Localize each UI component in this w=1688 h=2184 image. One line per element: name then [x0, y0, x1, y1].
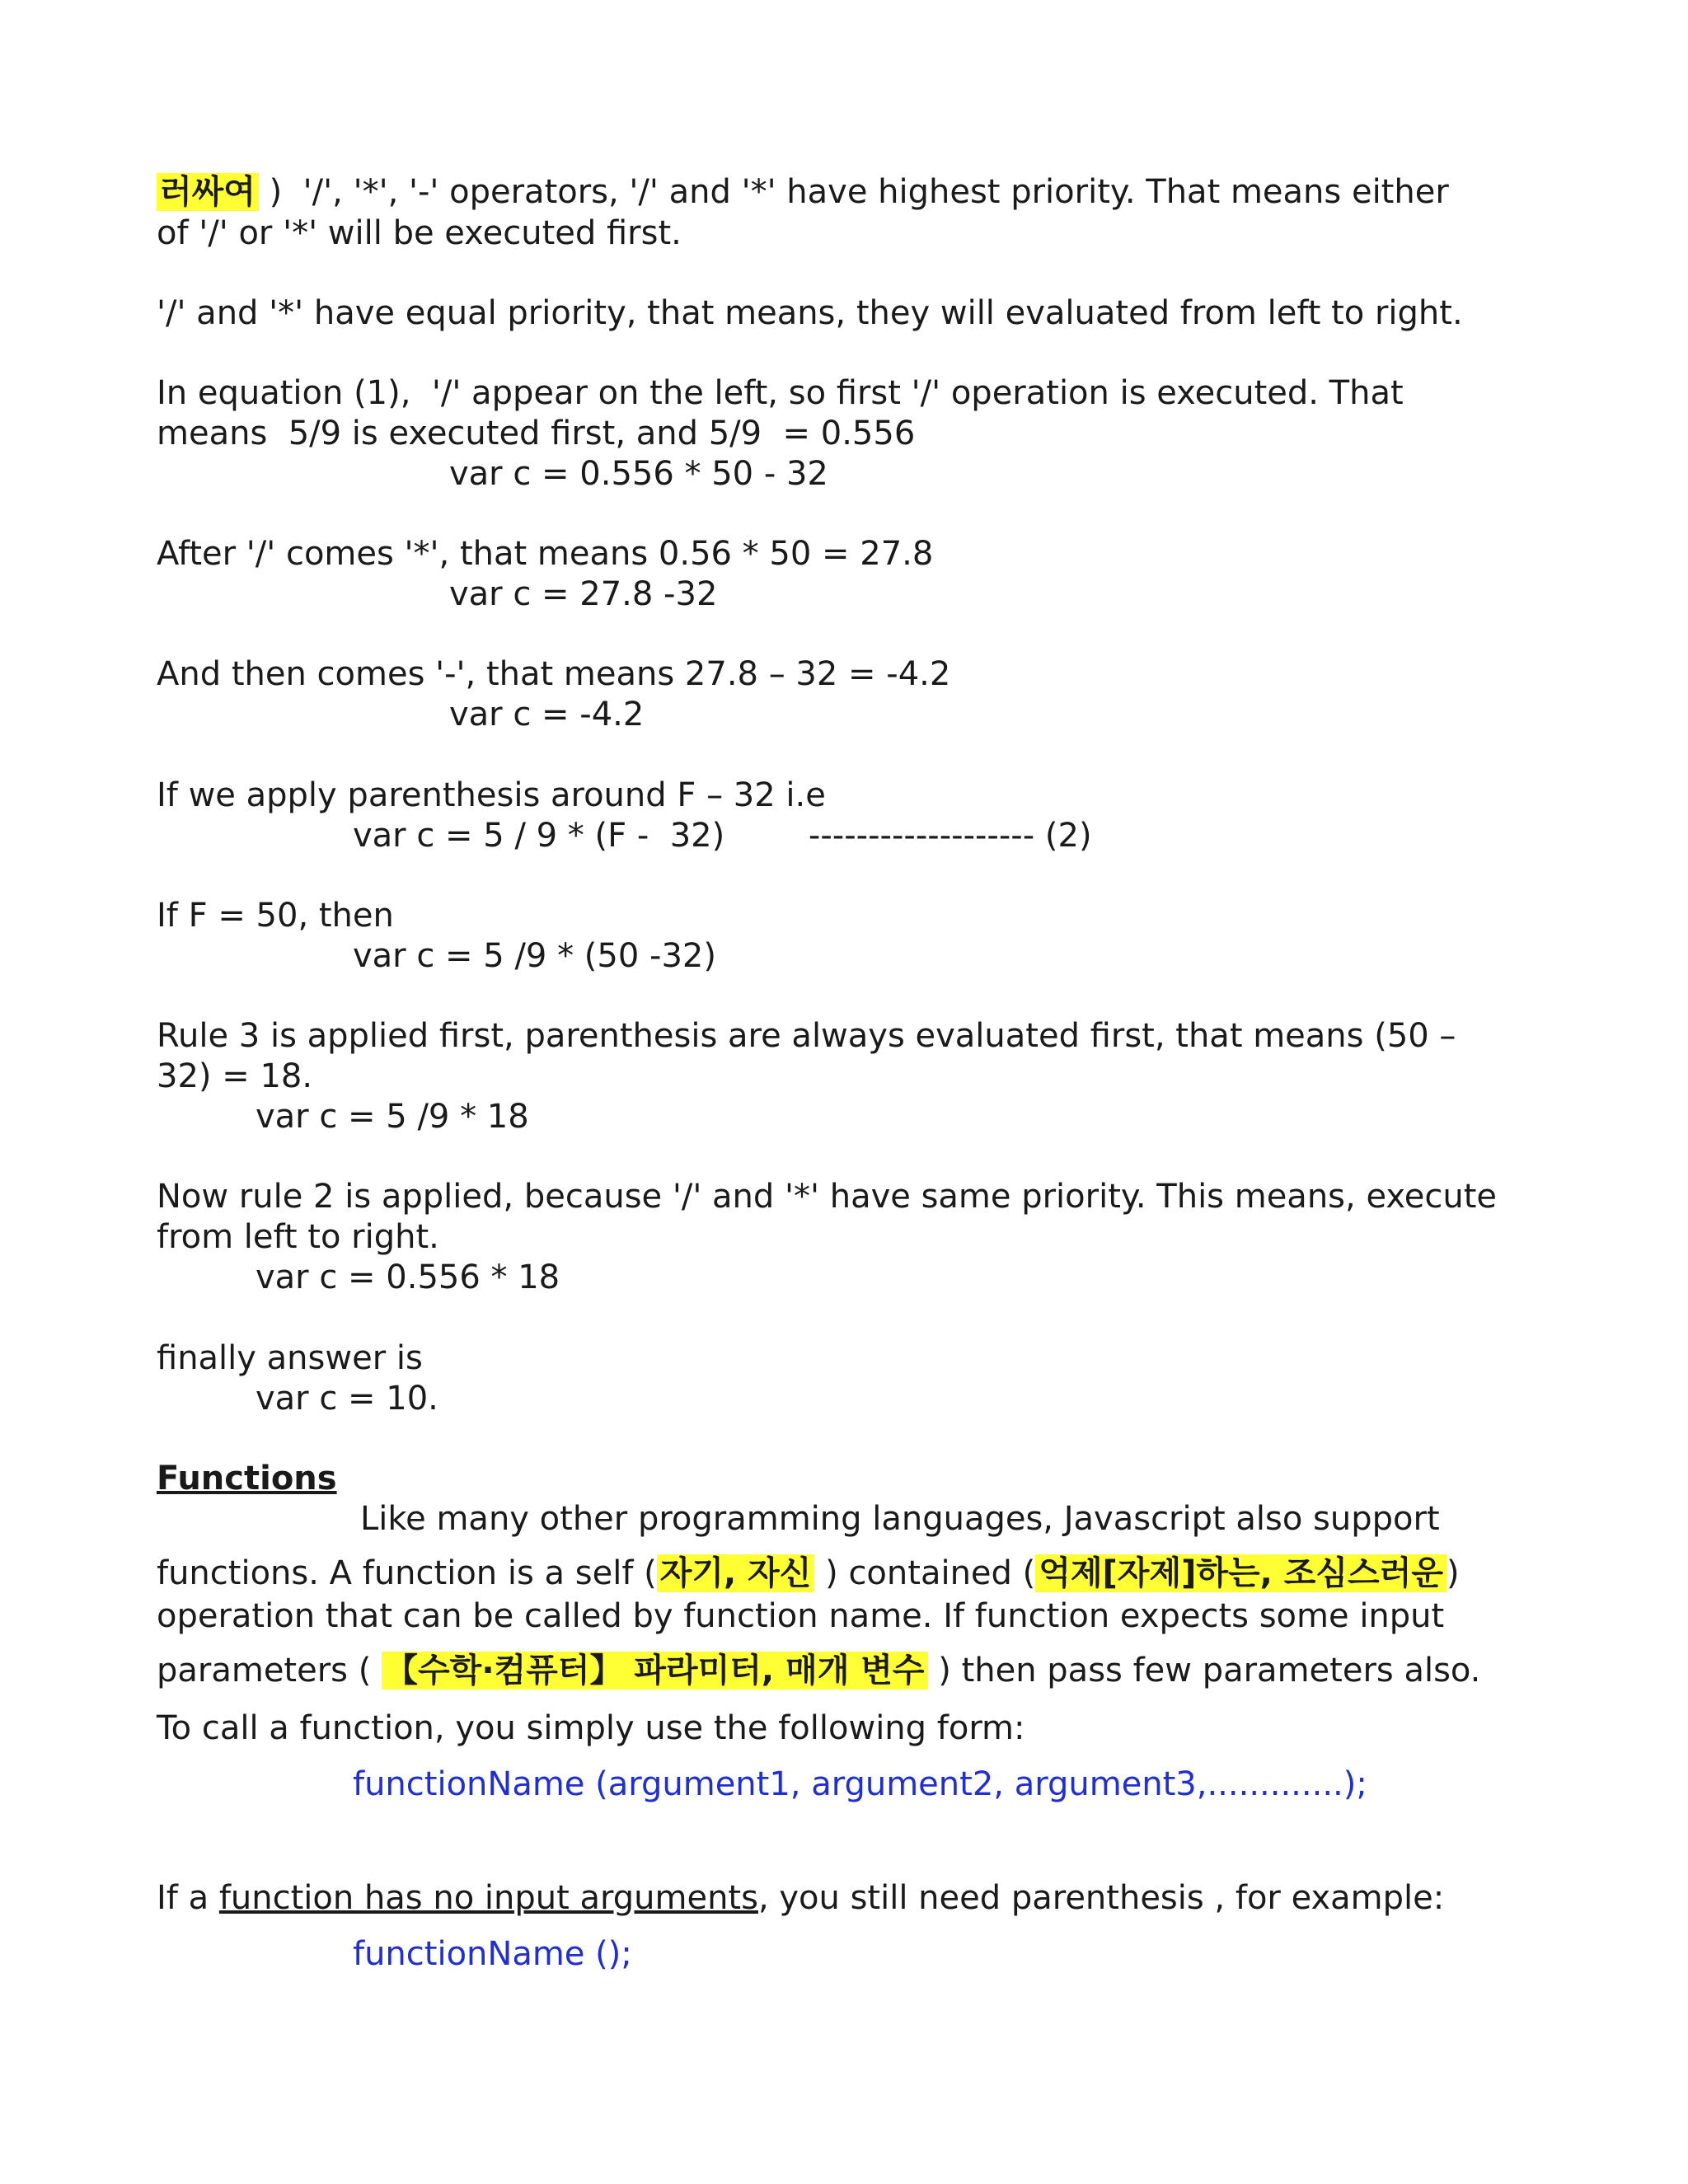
korean-highlight: 【수학·컴퓨터】 파라미터, 매개 변수	[382, 1652, 928, 1690]
paragraph-parenthesis: If we apply parenthesis around F – 32 i.e	[157, 776, 826, 814]
korean-highlight: 러싸여	[157, 173, 259, 211]
code-line-equation2: var c = 5 / 9 * (F - 32) ------------------- (2)	[353, 817, 1092, 855]
code-line: var c = 10.	[256, 1380, 438, 1418]
paragraph-operators-line1: 러싸여 ) '/', '*', '-' operators, '/' and '*' have highest priority. That means either	[157, 171, 1449, 213]
paragraph-if-f: If F = 50, then	[157, 897, 394, 935]
code-line: var c = 0.556 * 18	[256, 1258, 560, 1296]
paragraph-rule3-line2: 32) = 18.	[157, 1057, 313, 1095]
code-line: var c = 27.8 -32	[449, 575, 718, 613]
code-function-call: functionName (argument1, argument2, argument3,.............);	[353, 1765, 1367, 1803]
functions-line2: functions. A function is a self ( 자기, 자신 ) contained ( 억제[자제]하는, 조심스러운 )	[157, 1554, 1460, 1592]
functions-line3: operation that can be called by function name. If function expects some input	[157, 1597, 1445, 1635]
paragraph-operators-line2: of '/' or '*' will be executed first.	[157, 214, 682, 252]
paragraph-rule3-line1: Rule 3 is applied first, parenthesis are always evaluated first, that means (50 –	[157, 1017, 1456, 1055]
korean-highlight: 억제[자제]하는, 조심스러운	[1035, 1554, 1447, 1592]
paragraph-equation1-line1: In equation (1), '/' appear on the left, so first '/' operation is executed. That	[157, 374, 1404, 412]
code-line: var c = -4.2	[449, 696, 645, 733]
functions-line5: To call a function, you simply use the following form:	[157, 1709, 1025, 1747]
code-line: var c = 0.556 * 50 - 32	[449, 455, 828, 493]
paragraph-rule2-line2: from left to right.	[157, 1218, 439, 1256]
code-line: var c = 5 /9 * 18	[256, 1098, 529, 1136]
paragraph-equal-priority: '/' and '*' have equal priority, that means, they will evaluated from left to right.	[157, 294, 1463, 332]
code-line: var c = 5 /9 * (50 -32)	[353, 937, 716, 975]
paragraph-then-minus: And then comes '-', that means 27.8 – 32 = -4.2	[157, 655, 951, 693]
functions-line1: Like many other programming languages, Javascript also support	[360, 1500, 1440, 1538]
paragraph-equation1-line2: means 5/9 is executed first, and 5/9 = 0.556	[157, 415, 916, 452]
code-function-call-empty: functionName ();	[353, 1935, 632, 1973]
functions-no-args-line: If a function has no input arguments, you still need parenthesis , for example:	[157, 1879, 1445, 1917]
paragraph-final-answer: finally answer is	[157, 1339, 423, 1377]
paragraph-rule2-line1: Now rule 2 is applied, because '/' and '*' have same priority. This means, execute	[157, 1178, 1498, 1216]
paragraph-after-divide: After '/' comes '*', that means 0.56 * 50 = 27.8	[157, 535, 934, 573]
underlined-phrase: function has no input arguments	[218, 1879, 758, 1917]
functions-line4: parameters ( 【수학·컴퓨터】 파라미터, 매개 변수 ) then pass few parameters also.	[157, 1652, 1481, 1690]
section-heading-functions: Functions	[157, 1460, 337, 1497]
korean-highlight: 자기, 자신	[657, 1554, 815, 1592]
